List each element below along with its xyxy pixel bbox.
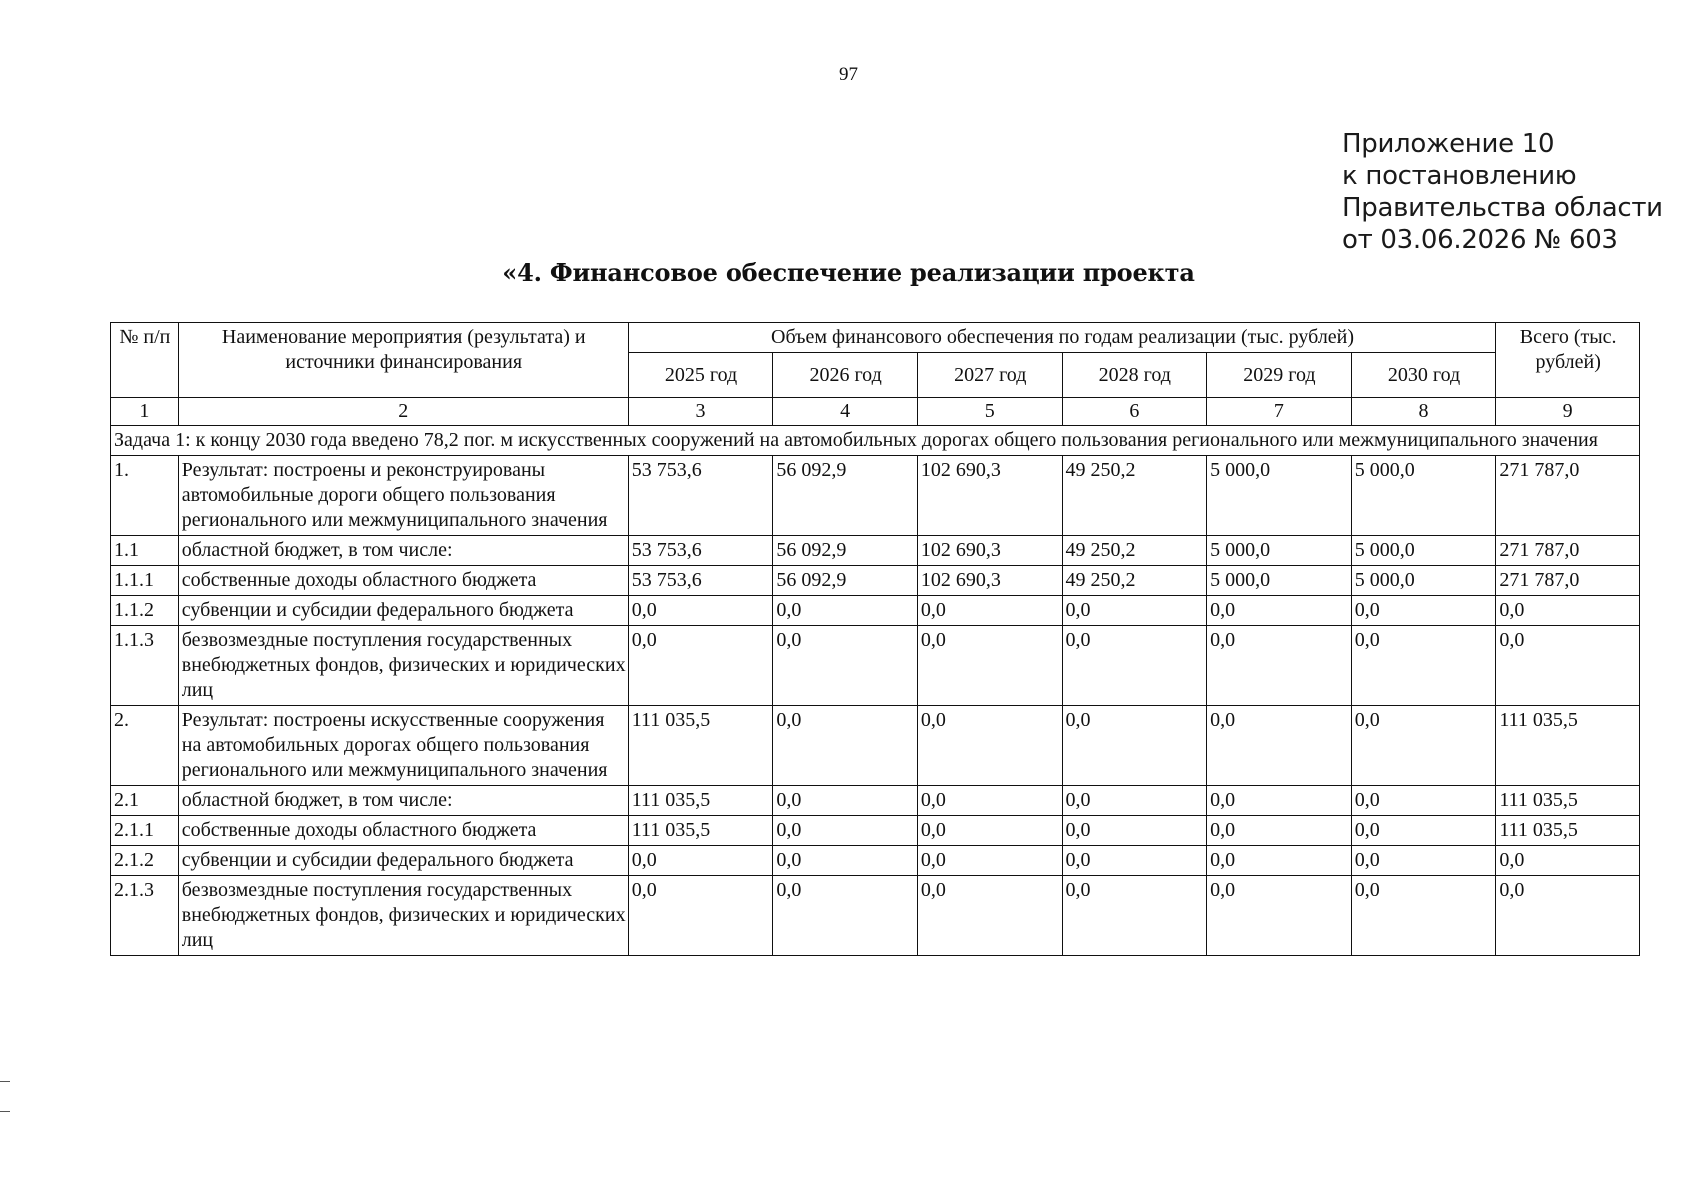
column-number: 6 — [1062, 398, 1207, 426]
row-name: областной бюджет, в том числе: — [178, 786, 628, 816]
row-number: 2.1.1 — [111, 816, 179, 846]
column-number: 3 — [628, 398, 773, 426]
row-year-value: 0,0 — [773, 706, 918, 786]
row-year-value: 0,0 — [773, 816, 918, 846]
row-year-value: 0,0 — [917, 786, 1062, 816]
row-year-value: 0,0 — [1062, 846, 1207, 876]
row-total-value: 271 787,0 — [1496, 566, 1640, 596]
row-number: 1.1.2 — [111, 596, 179, 626]
row-year-value: 0,0 — [917, 816, 1062, 846]
row-year-value: 0,0 — [1207, 596, 1352, 626]
row-year-value: 0,0 — [917, 626, 1062, 706]
row-year-value: 0,0 — [773, 626, 918, 706]
header-year: 2029 год — [1207, 353, 1352, 398]
row-name: субвенции и субсидии федерального бюджета — [178, 596, 628, 626]
row-year-value: 53 753,6 — [628, 456, 773, 536]
row-year-value: 111 035,5 — [628, 816, 773, 846]
row-year-value: 5 000,0 — [1351, 566, 1496, 596]
row-year-value: 5 000,0 — [1207, 536, 1352, 566]
row-total-value: 271 787,0 — [1496, 536, 1640, 566]
row-year-value: 102 690,3 — [917, 566, 1062, 596]
row-year-value: 56 092,9 — [773, 456, 918, 536]
scan-mark — [0, 1081, 10, 1082]
row-year-value: 0,0 — [628, 596, 773, 626]
table-row — [111, 456, 1640, 536]
row-year-value: 0,0 — [917, 846, 1062, 876]
row-number: 1.1 — [111, 536, 179, 566]
row-total-value: 0,0 — [1496, 596, 1640, 626]
row-number: 1.1.3 — [111, 626, 179, 706]
row-year-value: 0,0 — [1351, 596, 1496, 626]
row-year-value: 5 000,0 — [1351, 456, 1496, 536]
table-row — [111, 596, 1640, 626]
row-number: 2. — [111, 706, 179, 786]
row-year-value: 0,0 — [773, 596, 918, 626]
row-year-value: 0,0 — [1207, 626, 1352, 706]
row-year-value: 49 250,2 — [1062, 536, 1207, 566]
row-year-value: 0,0 — [1207, 846, 1352, 876]
row-year-value: 0,0 — [1062, 596, 1207, 626]
row-year-value: 0,0 — [1062, 876, 1207, 956]
row-year-value: 0,0 — [773, 876, 918, 956]
row-year-value: 5 000,0 — [1207, 456, 1352, 536]
task-row — [111, 426, 1640, 456]
row-year-value: 0,0 — [1207, 816, 1352, 846]
row-year-value: 56 092,9 — [773, 566, 918, 596]
row-year-value: 111 035,5 — [628, 786, 773, 816]
row-name: безвозмездные поступления государственных внебюджетных фондов, физических и юридических лиц — [178, 626, 628, 706]
row-year-value: 111 035,5 — [628, 706, 773, 786]
row-year-value: 0,0 — [773, 786, 918, 816]
header-year: 2026 год — [773, 353, 918, 398]
row-year-value: 0,0 — [1351, 846, 1496, 876]
row-year-value: 0,0 — [917, 876, 1062, 956]
row-year-value: 49 250,2 — [1062, 566, 1207, 596]
table-row — [111, 626, 1640, 706]
row-year-value: 5 000,0 — [1351, 536, 1496, 566]
column-number: 1 — [111, 398, 179, 426]
row-year-value: 0,0 — [1351, 876, 1496, 956]
row-year-value: 0,0 — [1351, 706, 1496, 786]
row-year-value: 56 092,9 — [773, 536, 918, 566]
row-year-value: 0,0 — [773, 846, 918, 876]
row-year-value: 0,0 — [628, 876, 773, 956]
row-name: собственные доходы областного бюджета — [178, 816, 628, 846]
column-number: 9 — [1496, 398, 1640, 426]
row-name: областной бюджет, в том числе: — [178, 536, 628, 566]
row-year-value: 102 690,3 — [917, 456, 1062, 536]
row-year-value: 0,0 — [1351, 816, 1496, 846]
row-year-value: 0,0 — [1062, 786, 1207, 816]
appendix-line: от 03.06.2026 № 603 — [1342, 225, 1618, 255]
row-name: Результат: построены искусственные сооружения на автомобильных дорогах общего пользования регионального или межмуниципального значения — [178, 706, 628, 786]
row-total-value: 0,0 — [1496, 626, 1640, 706]
row-total-value: 111 035,5 — [1496, 816, 1640, 846]
row-name: безвозмездные поступления государственных внебюджетных фондов, физических и юридических лиц — [178, 876, 628, 956]
column-number: 7 — [1207, 398, 1352, 426]
row-year-value: 0,0 — [1062, 706, 1207, 786]
column-number: 5 — [917, 398, 1062, 426]
row-total-value: 111 035,5 — [1496, 706, 1640, 786]
appendix-line: Приложение 10 — [1342, 129, 1555, 159]
header-year: 2027 год — [917, 353, 1062, 398]
column-number: 8 — [1351, 398, 1496, 426]
row-number: 1. — [111, 456, 179, 536]
table-row — [111, 786, 1640, 816]
row-number: 1.1.1 — [111, 566, 179, 596]
row-total-value: 271 787,0 — [1496, 456, 1640, 536]
row-year-value: 0,0 — [1062, 816, 1207, 846]
task-text: Задача 1: к концу 2030 года введено 78,2 пог. м искусственных сооружений на автомобильных дорогах общего пользования регионального или межмуниципального значения — [111, 426, 1640, 456]
header-year: 2030 год — [1351, 353, 1496, 398]
header-total: Всего (тыс. рублей) — [1496, 323, 1640, 398]
row-year-value: 53 753,6 — [628, 536, 773, 566]
row-year-value: 102 690,3 — [917, 536, 1062, 566]
column-number: 2 — [178, 398, 628, 426]
row-year-value: 0,0 — [1351, 626, 1496, 706]
row-name: Результат: построены и реконструированы автомобильные дороги общего пользования регионального или межмуниципального значения — [178, 456, 628, 536]
row-year-value: 0,0 — [1207, 786, 1352, 816]
column-number: 4 — [773, 398, 918, 426]
row-year-value: 0,0 — [1207, 876, 1352, 956]
table-row — [111, 846, 1640, 876]
header-number: № п/п — [111, 323, 179, 398]
scan-mark — [0, 1111, 10, 1112]
row-year-value: 0,0 — [917, 596, 1062, 626]
row-name: субвенции и субсидии федерального бюджета — [178, 846, 628, 876]
row-number: 2.1.2 — [111, 846, 179, 876]
row-number: 2.1 — [111, 786, 179, 816]
row-year-value: 0,0 — [1062, 626, 1207, 706]
row-year-value: 5 000,0 — [1207, 566, 1352, 596]
header-year: 2028 год — [1062, 353, 1207, 398]
row-number: 2.1.3 — [111, 876, 179, 956]
table-row — [111, 536, 1640, 566]
row-year-value: 53 753,6 — [628, 566, 773, 596]
row-year-value: 0,0 — [917, 706, 1062, 786]
appendix-block — [1342, 128, 1663, 256]
document-title: «4. Финансовое обеспечение реализации проекта — [502, 258, 1195, 287]
table-row — [111, 706, 1640, 786]
header-name: Наименование мероприятия (результата) и источники финансирования — [178, 323, 628, 398]
row-year-value: 0,0 — [628, 846, 773, 876]
row-total-value: 0,0 — [1496, 876, 1640, 956]
row-year-value: 49 250,2 — [1062, 456, 1207, 536]
table-row — [111, 816, 1640, 846]
column-number-row — [111, 398, 1640, 426]
appendix-line: Правительства области — [1342, 193, 1663, 223]
table-row — [111, 566, 1640, 596]
row-year-value: 0,0 — [1351, 786, 1496, 816]
row-year-value: 0,0 — [628, 626, 773, 706]
header-year: 2025 год — [628, 353, 773, 398]
appendix-line: к постановлению — [1342, 161, 1577, 191]
header-volume: Объем финансового обеспечения по годам реализации (тыс. рублей) — [628, 323, 1496, 353]
financing-table — [110, 322, 1640, 956]
row-total-value: 111 035,5 — [1496, 786, 1640, 816]
row-year-value: 0,0 — [1207, 706, 1352, 786]
table-row — [111, 876, 1640, 956]
page-number: 97 — [839, 64, 858, 85]
row-name: собственные доходы областного бюджета — [178, 566, 628, 596]
row-total-value: 0,0 — [1496, 846, 1640, 876]
